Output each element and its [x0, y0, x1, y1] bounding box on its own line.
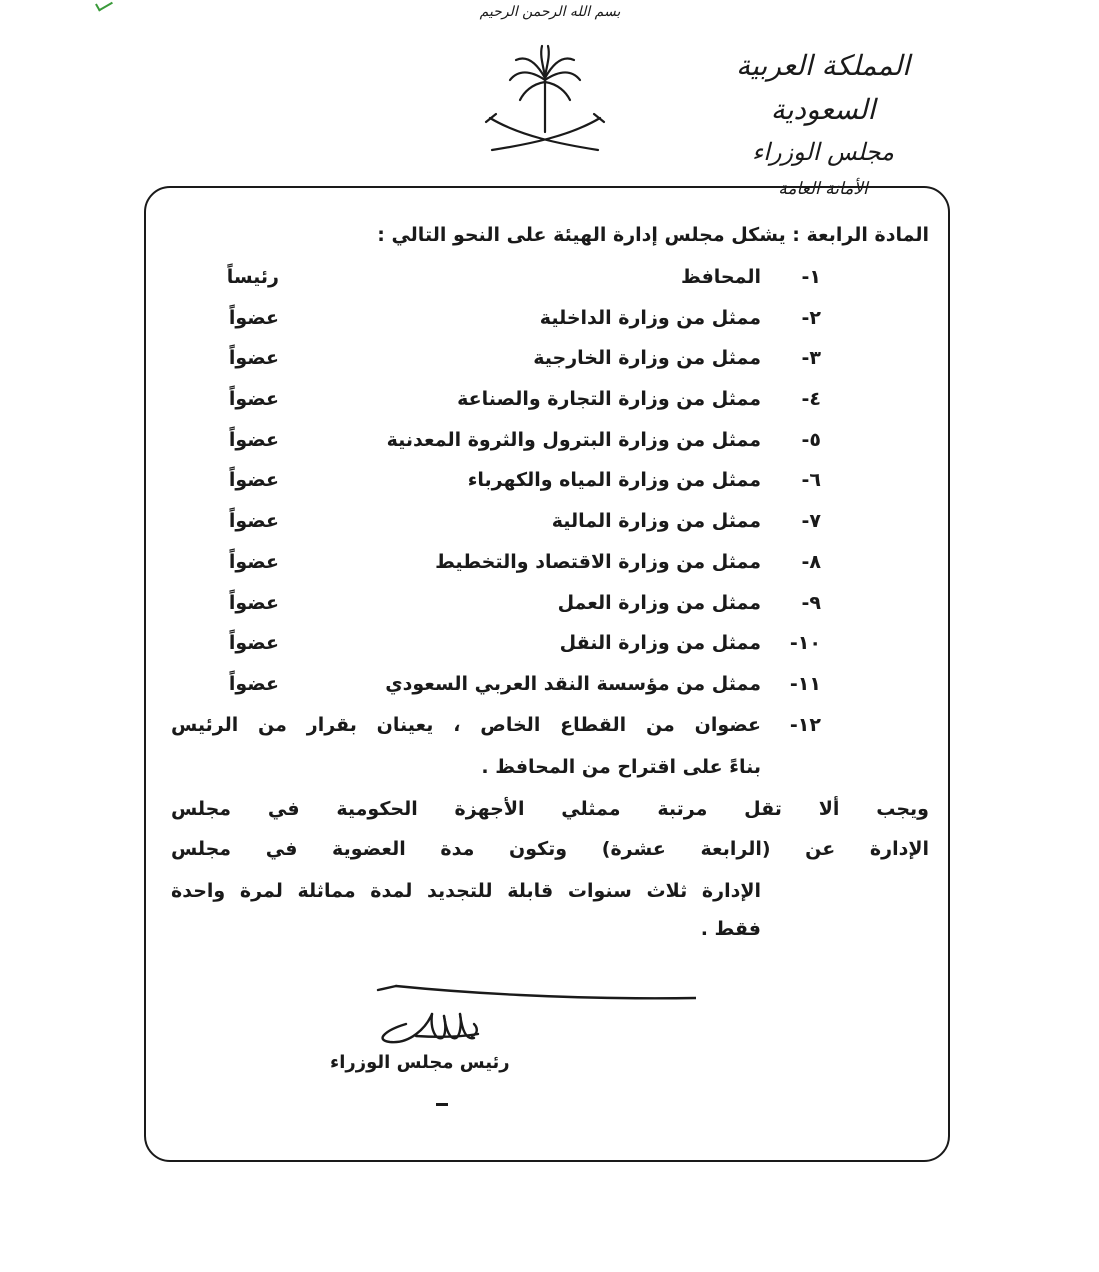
item-12-line-2: بناءً على اقتراح من المحافظ .: [481, 756, 761, 778]
member-role: عضواً: [228, 428, 279, 451]
item-number: ٦-: [801, 469, 821, 492]
handwritten-signature-icon: [366, 984, 696, 1054]
member-name: ممثل من وزارة الداخلية: [539, 306, 761, 329]
member-name: ممثل من مؤسسة النقد العربي السعودي: [385, 672, 761, 695]
member-role: عضواً: [228, 632, 279, 655]
item-number: ٢-: [801, 306, 821, 329]
item-number: ٧-: [801, 510, 821, 533]
list-item: [0, 303, 1099, 344]
list-item: [0, 384, 1099, 425]
member-name: ممثل من وزارة المالية: [551, 510, 761, 533]
list-item: [0, 343, 1099, 384]
list-item: [0, 669, 1099, 710]
item-number: ٥-: [801, 428, 821, 451]
item-number: ١٠-: [789, 632, 821, 655]
article-heading: المادة الرابعة : يشكل مجلس إدارة الهيئة على النحو التالي :: [377, 224, 929, 246]
member-name: ممثل من وزارة التجارة والصناعة: [457, 388, 761, 411]
item-12-number: ١٢-: [789, 714, 821, 736]
member-name: المحافظ: [681, 266, 761, 288]
item-number: ٣-: [801, 347, 821, 370]
basmala: بسم الله الرحمن الرحيم: [479, 4, 621, 20]
closing-line-3: الإدارة ثلاث سنوات قابلة للتجديد لمدة مماثلة لمرة واحدة: [171, 880, 761, 902]
member-role: عضواً: [228, 347, 279, 370]
member-name: ممثل من وزارة المياه والكهرباء: [467, 469, 761, 492]
member-name: ممثل من وزارة العمل: [557, 591, 761, 614]
list-item: [0, 425, 1099, 466]
member-role: عضواً: [228, 388, 279, 411]
palm-and-swords-emblem-icon: [480, 40, 610, 165]
member-name: ممثل من وزارة الاقتصاد والتخطيط: [435, 550, 761, 573]
item-number: ١١-: [789, 672, 821, 695]
member-name: ممثل من وزارة النقل: [559, 632, 761, 655]
kingdom-name: المملكة العربية السعودية: [736, 49, 910, 126]
list-item: [0, 588, 1099, 629]
member-role: عضواً: [228, 550, 279, 573]
item-number: ٩-: [801, 591, 821, 614]
corner-mark: [95, 0, 113, 11]
secretariat-name: الأمانة العامة: [778, 179, 868, 199]
list-item: [0, 547, 1099, 588]
list-item: [0, 262, 1099, 303]
list-item: [0, 628, 1099, 669]
member-name: ممثل من وزارة الخارجية: [533, 347, 761, 370]
closing-line-4: فقط .: [700, 918, 761, 940]
member-name: ممثل من وزارة البترول والثروة المعدنية: [386, 428, 761, 451]
letterhead: [693, 44, 953, 206]
board-members-list: [0, 262, 1099, 710]
item-number: ٤-: [801, 388, 821, 411]
item-number: ١-: [801, 266, 821, 288]
member-role: عضواً: [228, 510, 279, 533]
list-item: [0, 506, 1099, 547]
member-role: عضواً: [228, 306, 279, 329]
council-name: مجلس الوزراء: [751, 138, 895, 166]
closing-line-2: الإدارة عن (الرابعة عشرة) وتكون مدة العضوية في مجلس: [171, 838, 929, 860]
member-role: عضواً: [228, 672, 279, 695]
signatory-title: رئيس مجلس الوزراء: [330, 1052, 510, 1073]
closing-line-1: ويجب ألا تقل مرتبة ممثلي الأجهزة الحكومية في مجلس: [171, 798, 929, 820]
list-item: [0, 465, 1099, 506]
member-role: عضواً: [228, 469, 279, 492]
member-role: عضواً: [228, 591, 279, 614]
item-number: ٨-: [801, 550, 821, 573]
member-role: رئيساً: [226, 266, 279, 288]
page-mark: [436, 1103, 448, 1106]
item-12-line-1: عضوان من القطاع الخاص ، يعينان بقرار من الرئيس: [171, 714, 761, 736]
